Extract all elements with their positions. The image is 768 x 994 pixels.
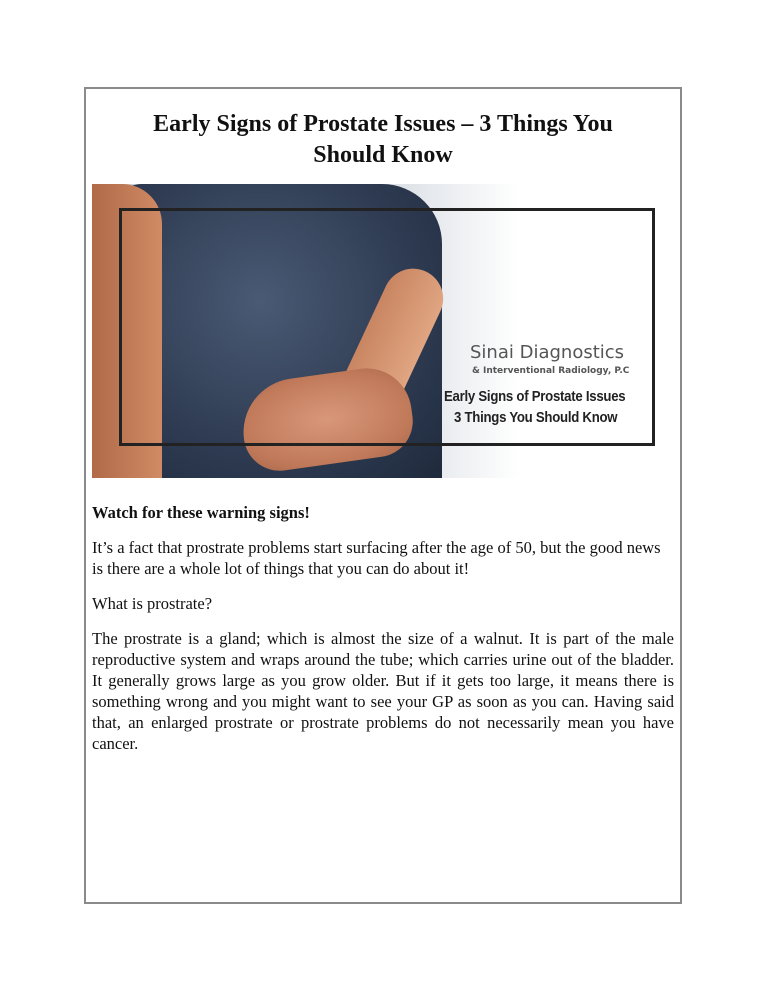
image-headline-1: Early Signs of Prostate Issues xyxy=(444,388,626,405)
document-page xyxy=(84,87,682,904)
article-body xyxy=(92,502,674,768)
hero-image xyxy=(92,184,662,478)
subheading: What is prostrate? xyxy=(92,594,213,613)
paragraph: The prostrate is a gland; which is almost the size of a walnut. It is part of the male reproductive system and wraps around the tube; which carries urine out of the bladder. It generally grows large as you grow older. But if it gets too large, it means there is something wrong and you might want to see your GP as soon as you can. Having said that, an enlarged prostrate or prostrate problems do not necessarily mean you have cancer. xyxy=(92,629,674,753)
page-title: Early Signs of Prostate Issues – 3 Things You Should Know xyxy=(153,111,613,168)
image-headline-2: 3 Things You Should Know xyxy=(454,409,618,426)
paragraph: It’s a fact that prostrate problems start surfacing after the age of 50, but the good news is there are a whole lot of things that you can do about it! xyxy=(92,538,661,578)
brand-subtitle: & Interventional Radiology, P.C xyxy=(472,366,630,376)
brand-logo-text: Sinai Diagnostics xyxy=(470,342,625,363)
section-heading: Watch for these warning signs! xyxy=(92,503,310,522)
